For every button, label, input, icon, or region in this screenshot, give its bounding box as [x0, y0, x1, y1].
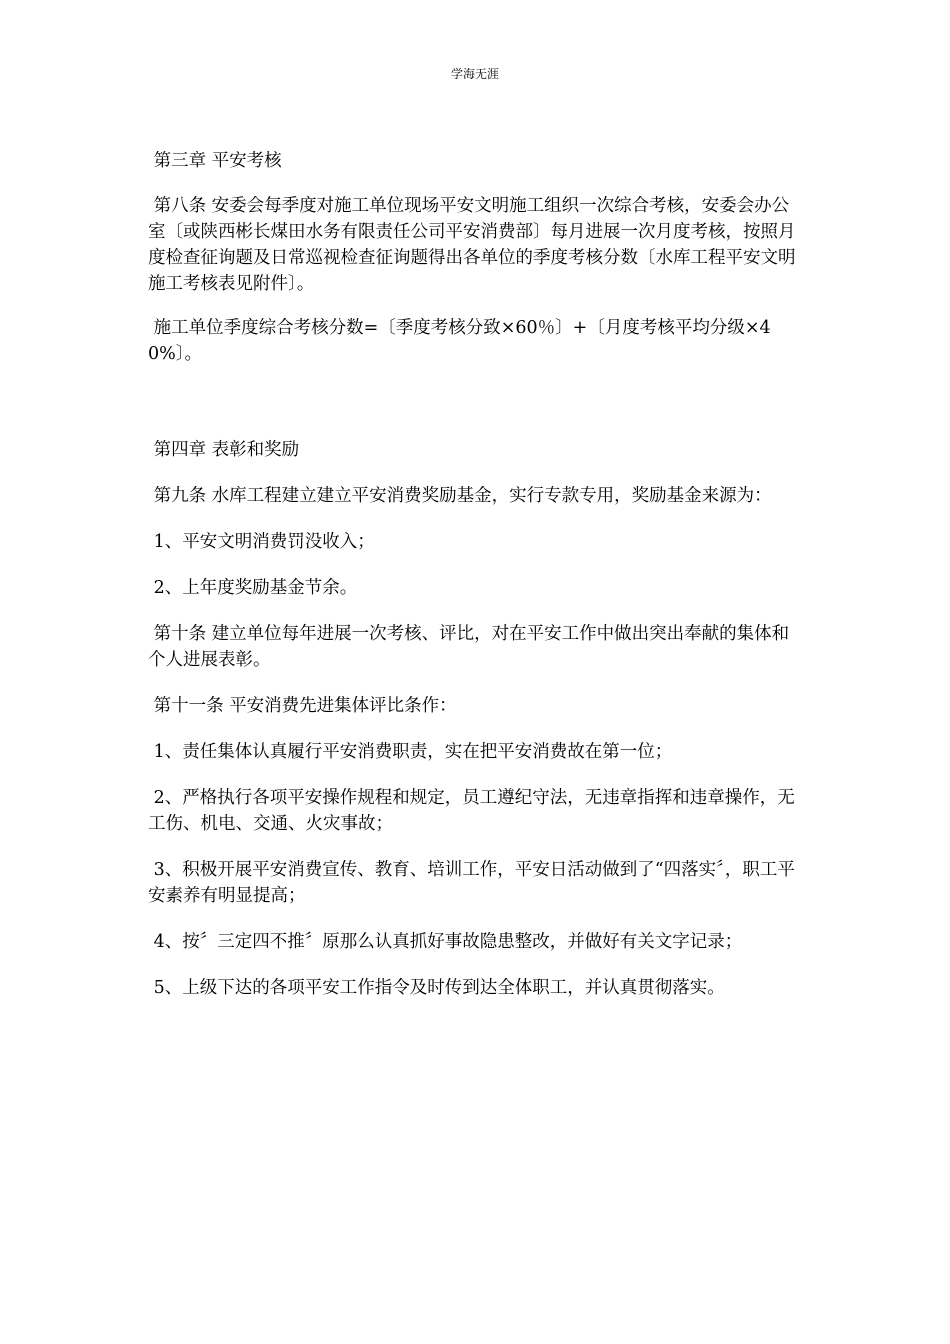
page-header: 学海无涯 [450, 67, 499, 81]
score-formula: 施工单位季度综合考核分数=〔季度考核分致×60％〕+〔月度考核平均分级×40%〕。 [148, 318, 771, 364]
condition-1: 1、责任集体认真履行平安消费职责，实在把平安消费故在第一位； [148, 742, 673, 762]
chapter-3-heading: 第三章 平安考核 [148, 151, 282, 171]
article-11: 第十一条 平安消费先进集体评比条作： [148, 696, 457, 716]
condition-2: 2、严格执行各项平安操作规程和规定，员工遵纪守法，无违章指挥和违章操作，无工伤、机电、交通、火灾事故； [148, 788, 795, 834]
condition-4: 4、按〞三定四不推〞原那么认真抓好事故隐患整改，并做好有关文字记录； [148, 932, 743, 952]
chapter-4-heading: 第四章 表彰和奖励 [148, 440, 300, 460]
condition-5: 5、上级下达的各项平安工作指令及时传到达全体职工，并认真贯彻落实。 [148, 978, 725, 998]
article-9: 第九条 水库工程建立建立平安消费奖励基金，实行专款专用，奖励基金来源为： [148, 486, 772, 506]
article-8: 第八条 安委会每季度对施工单位现场平安文明施工组织一次综合考核，安委会办公室〔或陕西彬长煤田水务有限责任公司平安消费部〕每月进展一次月度考核，按照月度检查征询题及日常巡视检查征询题得出各单位的季度考核分数〔水库工程平安文明施工考核表见附件〕。 [148, 196, 796, 294]
condition-3: 3、积极开展平安消费宣传、教育、培训工作，平安日活动做到了“四落实〞，职工平安素养有明显提高； [148, 860, 795, 906]
fund-source-2: 2、上年度奖励基金节余。 [148, 578, 358, 598]
article-10: 第十条 建立单位每年进展一次考核、评比，对在平安工作中做出突出奉献的集体和个人进展表彰。 [148, 624, 790, 670]
document-body [148, 148, 798, 1001]
fund-source-1: 1、平安文明消费罚没收入； [148, 532, 375, 552]
